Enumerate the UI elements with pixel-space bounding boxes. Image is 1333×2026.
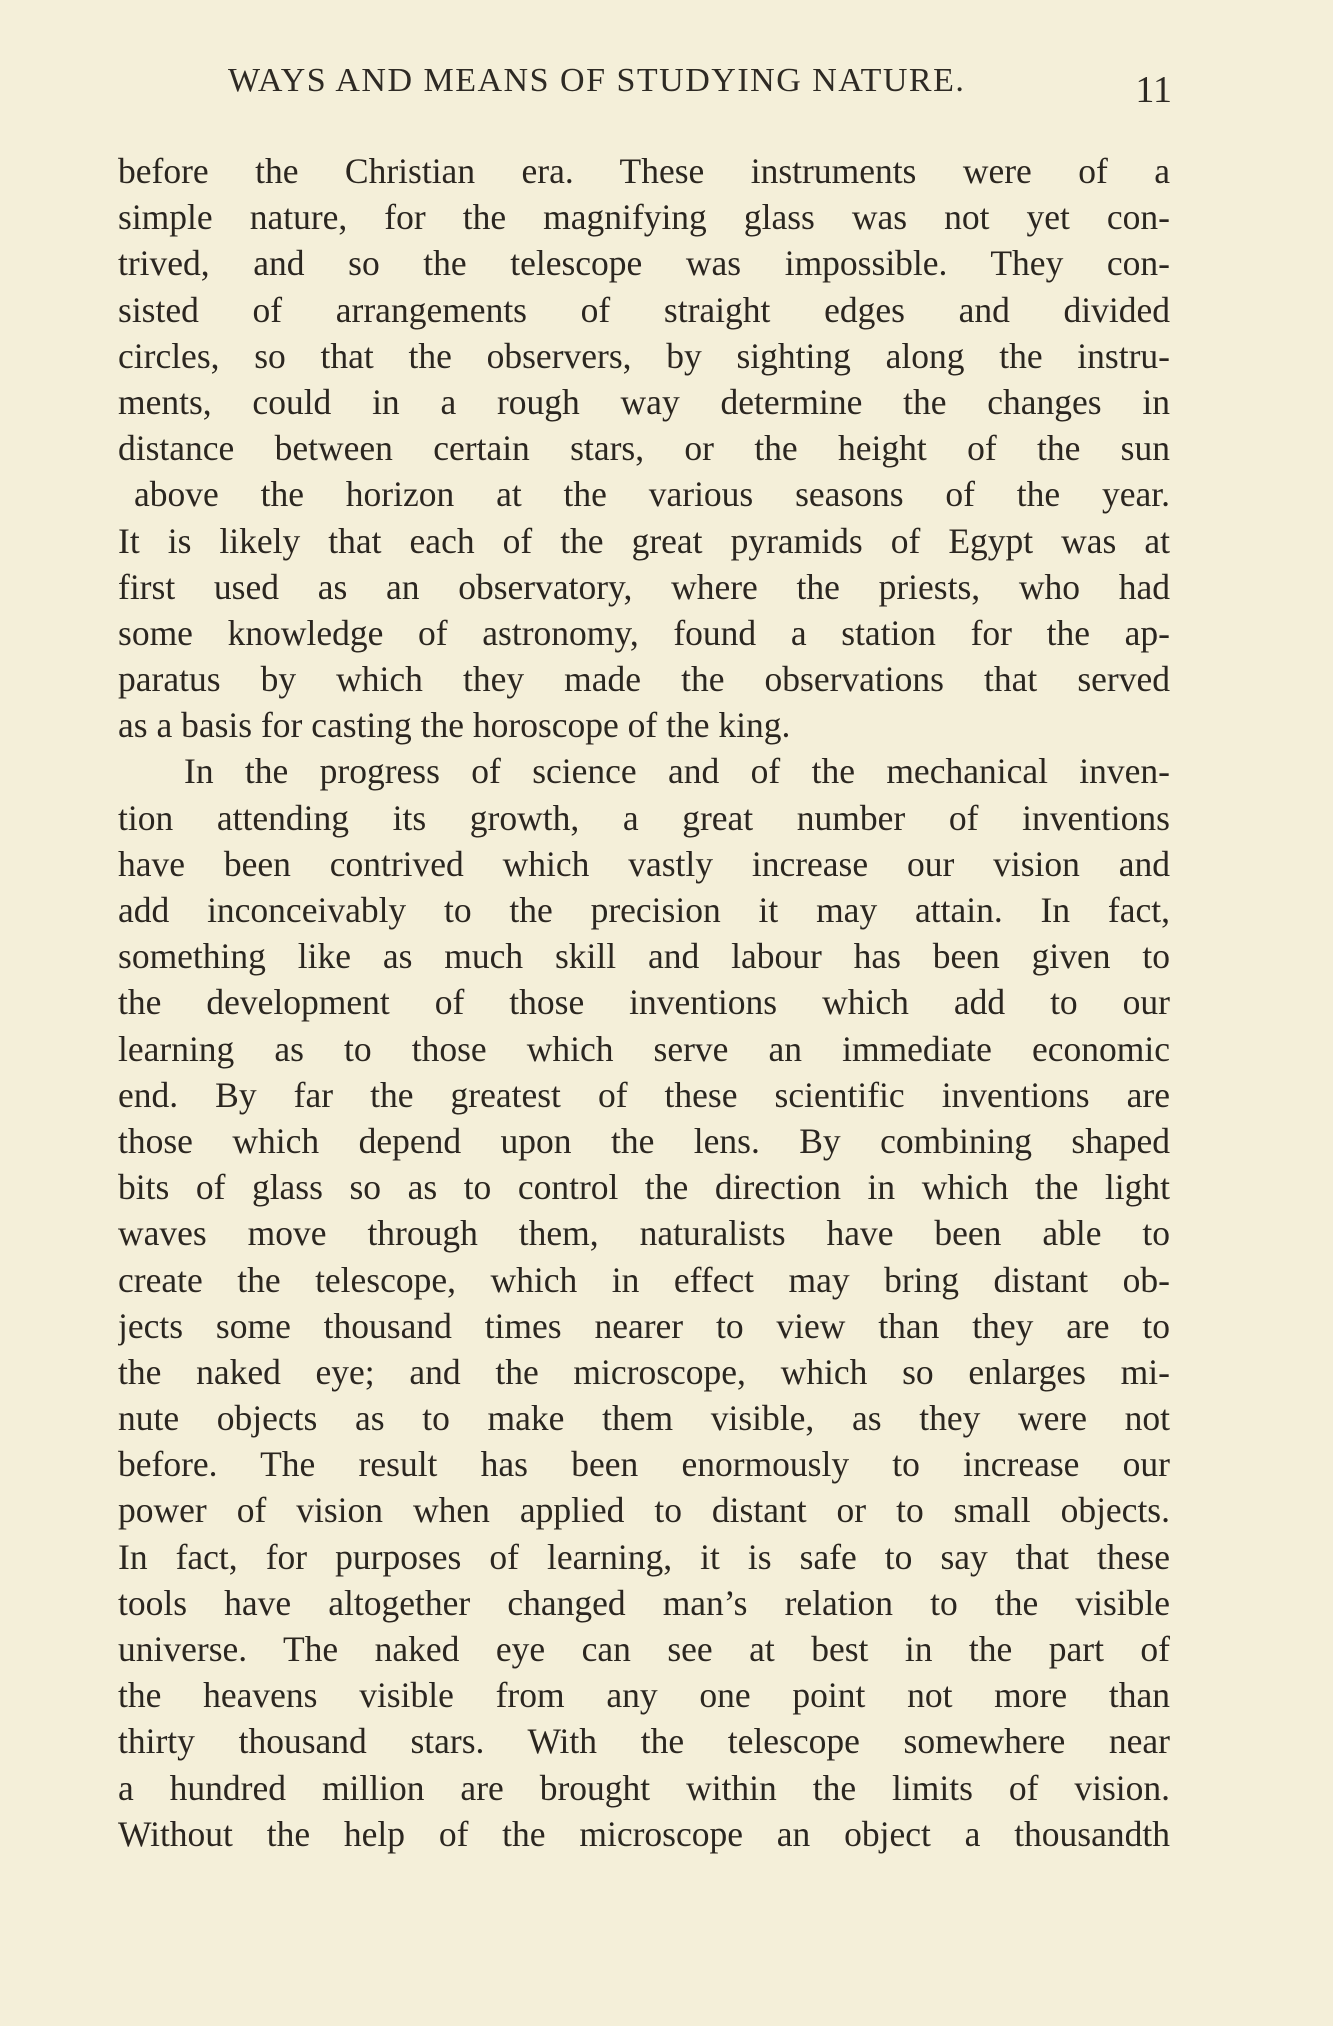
text-line: distance between certain stars, or the height of the sun — [118, 428, 1170, 469]
text-line: end. By far the greatest of these scientific inventions are — [118, 1074, 1170, 1115]
text-line: waves move through them, naturalists have been able to — [118, 1213, 1170, 1254]
text-line: the heavens visible from any one point not more than — [118, 1675, 1170, 1716]
text-line: In the progress of science and of the mechanical inven- — [184, 751, 1170, 792]
text-line: before. The result has been enormously to increase our — [118, 1444, 1170, 1485]
text-line: In fact, for purposes of learning, it is safe to say that these — [118, 1536, 1170, 1577]
page-header — [228, 62, 1178, 112]
running-title: WAYS AND MEANS OF STUDYING NATURE. — [228, 62, 966, 99]
text-line: something like as much skill and labour has been given to — [118, 936, 1170, 977]
page-number: 11 — [1135, 69, 1172, 111]
text-line: first used as an observatory, where the priests, who had — [118, 566, 1170, 607]
text-line: jects some thousand times nearer to view than they are to — [118, 1305, 1170, 1346]
text-line: as a basis for casting the horoscope of the king. — [118, 705, 791, 746]
text-line: universe. The naked eye can see at best in the part of — [118, 1629, 1170, 1669]
text-line: power of vision when applied to distant or to small objects. — [118, 1490, 1170, 1531]
text-line: those which depend upon the lens. By combining shaped — [118, 1120, 1170, 1161]
text-line: Without the help of the microscope an object a thousandth — [118, 1813, 1170, 1854]
paragraph-2 — [118, 748, 1170, 1857]
text-line: tools have altogether changed man’s relation to the visible — [118, 1582, 1170, 1623]
text-line: simple nature, for the magnifying glass was not yet con- — [118, 197, 1170, 238]
text-line: circles, so that the observers, by sighting along the instru- — [118, 335, 1170, 376]
text-line: the naked eye; and the microscope, which so enlarges mi- — [118, 1351, 1170, 1392]
text-line: before the Christian era. These instruments were of a — [118, 151, 1170, 191]
text-line: learning as to those which serve an immediate economic — [118, 1028, 1170, 1069]
body-text — [118, 148, 1170, 1857]
text-line: above the horizon at the various seasons of the year. — [134, 474, 1170, 515]
text-line: a hundred million are brought within the limits of vision. — [118, 1767, 1170, 1808]
paragraph-1 — [118, 148, 1170, 748]
text-line: tion attending its growth, a great number of inventions — [118, 797, 1170, 838]
text-line: paratus by which they made the observations that served — [118, 659, 1170, 700]
text-line: some knowledge of astronomy, found a station for the ap- — [118, 612, 1170, 653]
text-line: bits of glass so as to control the direction in which the light — [118, 1167, 1170, 1208]
text-line: sisted of arrangements of straight edges and divided — [118, 289, 1170, 330]
text-line: the development of those inventions which add to our — [118, 982, 1170, 1023]
text-line: thirty thousand stars. With the telescope somewhere near — [118, 1721, 1170, 1762]
text-line: create the telescope, which in effect may bring distant ob- — [118, 1259, 1170, 1300]
text-line: ments, could in a rough way determine the changes in — [118, 381, 1170, 422]
text-line: have been contrived which vastly increase our vision and — [118, 843, 1170, 884]
text-line: add inconceivably to the precision it may attain. In fact, — [118, 890, 1170, 930]
text-line: trived, and so the telescope was impossible. They con- — [118, 243, 1170, 284]
text-line: It is likely that each of the great pyramids of Egypt was at — [118, 520, 1170, 561]
text-line: nute objects as to make them visible, as they were not — [118, 1398, 1170, 1439]
